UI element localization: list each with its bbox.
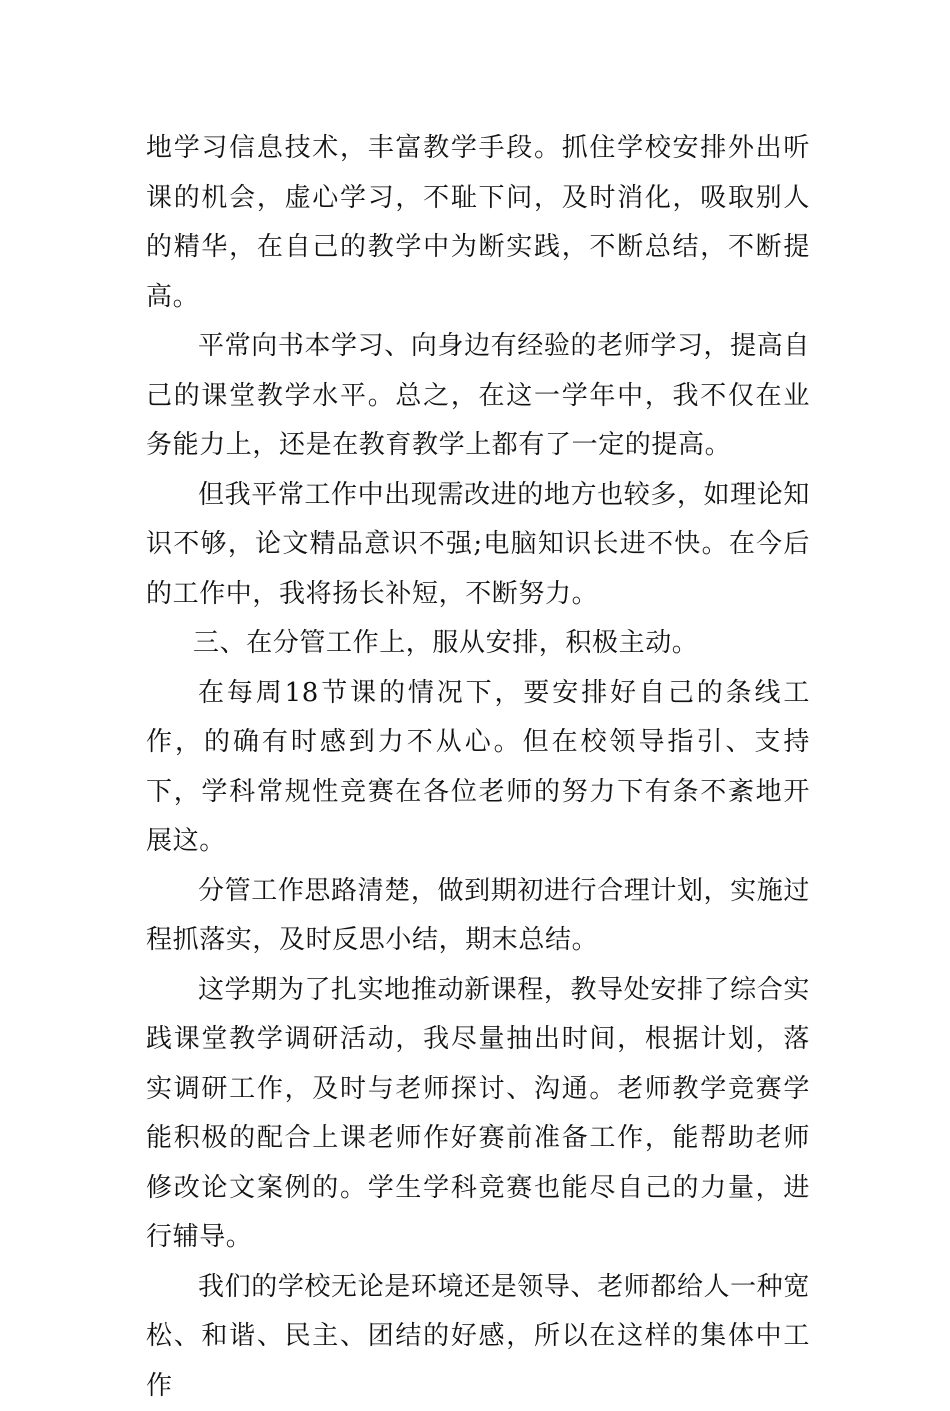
paragraph-curriculum: 这学期为了扎实地推动新课程，教导处安排了综合实践课堂教学调研活动，我尽量抽出时间，根据计划，落实调研工作，及时与老师探讨、沟通。老师教学竞赛学能积极的配合上课老师作好赛前准备工作，能帮助老师修改论文案例的。学生学科竞赛也能尽自己的力量，进行辅导。 bbox=[146, 966, 810, 1263]
paragraph-continued: 地学习信息技术，丰富教学手段。抓住学校安排外出听课的机会，虚心学习，不耻下问，及时消化，吸取别人的精华，在自己的教学中为断实践，不断总结，不断提高。 bbox=[146, 124, 810, 322]
paragraph-school: 我们的学校无论是环境还是领导、老师都给人一种宽松、和谐、民主、团结的好感，所以在这样的集体中工作 bbox=[146, 1263, 810, 1411]
paragraph-planning: 分管工作思路清楚，做到期初进行合理计划，实施过程抓落实，及时反思小结，期末总结。 bbox=[146, 867, 810, 966]
paragraph-study: 平常向书本学习、向身边有经验的老师学习，提高自己的课堂教学水平。总之，在这一学年中，我不仅在业务能力上，还是在教育教学上都有了一定的提高。 bbox=[146, 322, 810, 471]
paragraph-shortcomings: 但我平常工作中出现需改进的地方也较多，如理论知识不够，论文精品意识不强;电脑知识长进不快。在今后的工作中，我将扬长补短，不断努力。 bbox=[146, 471, 810, 620]
document-body bbox=[146, 124, 810, 1411]
section-heading-management: 三、在分管工作上，服从安排，积极主动。 bbox=[141, 619, 810, 669]
paragraph-workload: 在每周18节课的情况下，要安排好自己的条线工作，的确有时感到力不从心。但在校领导指引、支持下，学科常规性竞赛在各位老师的努力下有条不紊地开展这。 bbox=[146, 669, 810, 867]
